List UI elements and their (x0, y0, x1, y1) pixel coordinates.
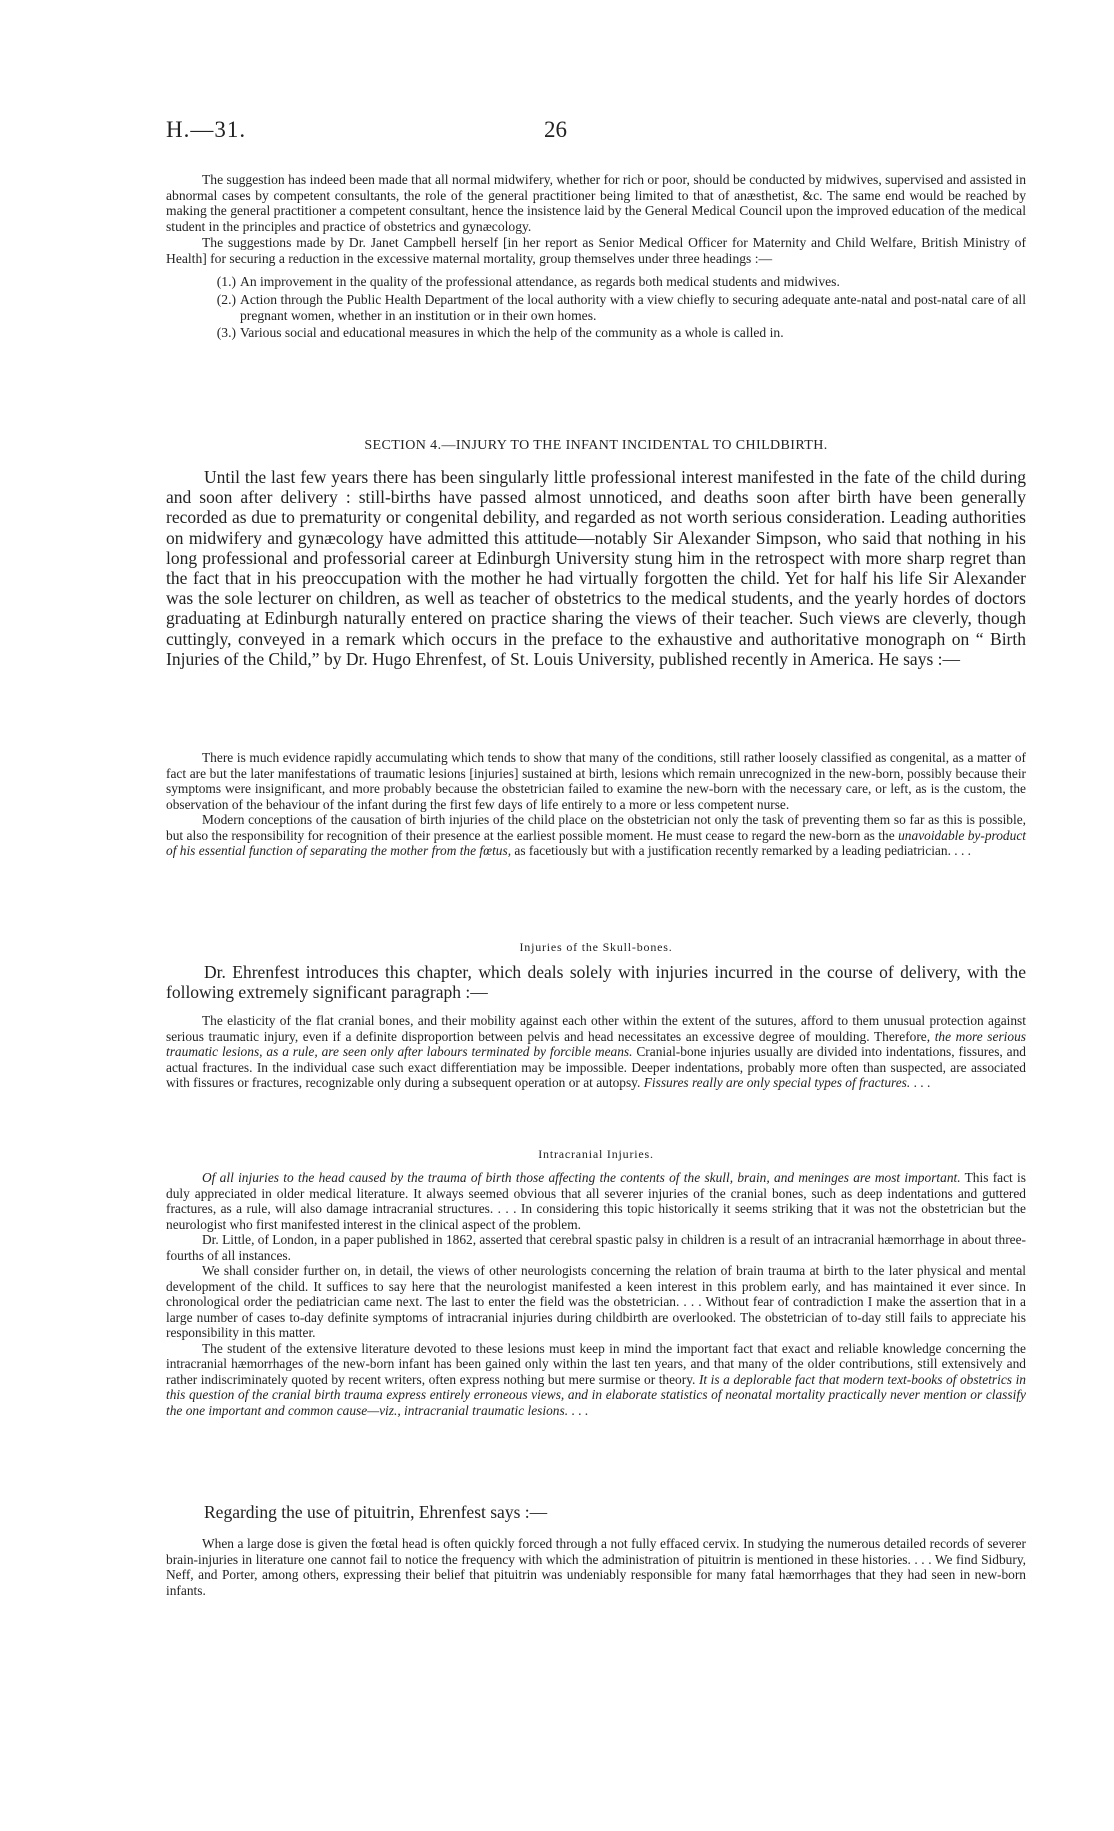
pituitrin-intro-block (166, 1502, 1026, 1522)
skull-heading-block (166, 940, 1026, 955)
intro-paragraph-1: The suggestion has indeed been made that all normal midwifery, whether for rich or poor, should be conducted by midwives, supervised and assisted in abnormal cases by competent consultants, the role of the general practitioner being limited to that of anæsthetist, &c. The same end would be reached by making the general practitioner a competent consultant, hence the insistence laid by the General Medical Council upon the improved education of the medical student in the principles and practice of obstetrics and gynæcology. (166, 172, 1026, 235)
intracranial-quote-block (166, 1170, 1026, 1418)
document-reference: H.—31. (166, 117, 247, 142)
list-item (166, 325, 1026, 341)
list-item (166, 292, 1026, 323)
list-item-text: An improvement in the quality of the professional attendance, as regards both medical students and midwives. (240, 274, 840, 290)
quote-text: The elasticity of the flat cranial bones, and their mobility against each other within the extent of the sutures, afford to them unusual protection against serious traumatic injury, even if a definite disproportion between pelvis and head necessitates an excessive degree of moulding. Therefore, (166, 1013, 1026, 1044)
list-item-number: (2.) (216, 291, 236, 307)
intro-block (166, 172, 1026, 343)
quote-text: . . . (568, 1402, 589, 1418)
section-4-body (166, 467, 1026, 669)
skull-injuries-heading: Injuries of the Skull-bones. (519, 940, 673, 954)
skull-quote-paragraph (166, 1013, 1026, 1091)
quote-italic-text: Of all injuries to the head caused by the trauma of birth those affecting the contents of the skull, brain, and meninges are most important. (202, 1170, 961, 1185)
quote-italic-text: Fissures really are only special types of fractures. (643, 1075, 911, 1090)
skull-intro-paragraph: Dr. Ehrenfest introduces this chapter, which deals solely with injuries incurred in the course of delivery, with the following extremely significant paragraph :— (166, 962, 1026, 1003)
list-item-text: Action through the Public Health Department of the local authority with a view chiefly to securing adequate ante-natal and post-natal care of all pregnant women, whether in an institution or in their own homes. (240, 291, 1026, 323)
quote-text: The student of the extensive literature devoted to these lesions must keep in mind the important fact that exact and reliable knowledge concerning the intracranial hæmorrhages of the new-born infant has been gained only within the last ten years, and that many of the older contributions, still extensively and rather indiscriminately quoted by recent writers, often express nothing but mere surmise or theory. (166, 1340, 1026, 1387)
list-item-text: Various social and educational measures in which the help of the community as a whole is called in. (240, 325, 784, 341)
section-4-heading: SECTION 4.—INJURY TO THE INFANT INCIDENTAL TO CHILDBIRTH. (364, 438, 828, 453)
pituitrin-quote-block (166, 1536, 1026, 1598)
ehrenfest-preface-quote (166, 750, 1026, 859)
quote-paragraph-1: There is much evidence rapidly accumulating which tends to show that many of the conditions, still rather loosely classified as congenital, as a matter of fact are but the later manifestations of traumatic lesions [injuries] sustained at birth, lesions which remain unrecognized in the new-born, possibly because their symptoms were insignificant, and more probably because the obstetrician failed to examine the new-born with the necessary care, or left, as is the custom, the observation of the behaviour of the infant during the first few days of life entirely to a more or less competent nurse. (166, 750, 1026, 812)
quote-text: Modern conceptions of the causation of birth injuries of the child place on the obstetrician not only the task of preventing them so far as this is possible, but also the responsibility for recognition of their presence at the earliest possible moment. He must cease to regard the new-born as the (166, 812, 1026, 843)
section-4-heading-block (166, 438, 1026, 454)
intracranial-paragraph-3: We shall consider further on, in detail, the views of other neurologists concerning the relation of brain trauma at birth to the later physical and mental development of the child. It suffices to say here that the neurologist manifested a keen interest in this problem early, and has maintained it ever since. In chronological order the pediatrician came next. The last to enter the field was the obstetrician. . . . Without fear of contradiction I make the assertion that in a large number of cases to-day definite symptoms of intracranial injuries during childbirth are overlooked. The obstetrician of to-day still fails to appreciate his responsibility in this matter. (166, 1263, 1026, 1340)
intro-paragraph-2: The suggestions made by Dr. Janet Campbell herself [in her report as Senior Medical Officer for Maternity and Child Welfare, British Ministry of Health] for securing a reduction in the excessive maternal mortality, group themselves under three headings :— (166, 234, 1026, 266)
intracranial-paragraph-1 (166, 1170, 1026, 1232)
skull-quote-block (166, 1013, 1026, 1091)
list-item-number: (3.) (216, 325, 236, 341)
list-item-number: (1.) (216, 274, 236, 290)
intracranial-paragraph-2: Dr. Little, of London, in a paper published in 1862, asserted that cerebral spastic palsy in children is a result of an intracranial hæmorrhage in about three-fourths of all instances. (166, 1232, 1027, 1263)
quote-text: . . . (910, 1075, 931, 1090)
quote-text: as facetiously but with a justification recently remarked by a leading pediatrician. . . . (511, 843, 972, 858)
skull-intro-block (166, 962, 1026, 1002)
quote-italic-text: the more serious traumatic lesions, as a rule, are seen only after labours terminated by forcible means. (166, 1028, 1026, 1059)
quote-text: This fact is duly appreciated in older medical literature. It always seemed obvious that all severer injuries of the cranial bones, such as deep indentations and guttered fractures, as a rule, will also damage intracranial structures. . . . In considering this topic historically it seems striking that it was not the obstetrician but the neurologist who first manifested interest in the clinical aspect of the problem. (166, 1170, 1026, 1232)
intracranial-injuries-heading: Intracranial Injuries. (538, 1147, 654, 1161)
quote-paragraph-2 (166, 812, 1026, 859)
quote-text: Cranial-bone injuries usually are divided into indentations, fissures, and actual fractures. In the individual case such exact differentiation may be impossible. Deeper indentations, probably more often than suspected, are associated with fissures or fractures, recognizable only during a subsequent operation or at autopsy. (166, 1044, 1026, 1090)
headings-list (166, 274, 1026, 341)
pituitrin-quote: When a large dose is given the fœtal head is often quickly forced through a not fully effaced cervix. In studying the numerous detailed records of severer brain-injuries in literature one cannot fail to notice the frequency with which the administration of pituitrin is mentioned in these histories. . . . We find Sidbury, Neff, and Porter, among others, expressing their belief that pituitrin was undeniably responsible for many fatal hæmorrhages that they had seen in new-born infants. (166, 1536, 1026, 1598)
intracranial-heading-block (166, 1147, 1026, 1162)
quote-italic-text: unavoidable by-product of his essential function of separating the mother from the fœtus, (166, 827, 1026, 858)
quote-italic-text: It is a deplorable fact that modern text-books of obstetrics in this question of the cranial birth trauma express entirely erroneous views, and in elaborate statistics of neonatal mortality practically never mention or classify the one important and common cause—viz., intracranial traumatic lesions. (166, 1371, 1026, 1418)
list-item (166, 274, 1026, 290)
page-number: 26 (544, 117, 567, 142)
section-4-paragraph: Until the last few years there has been singularly little professional interest manifested in the fate of the child during and soon after delivery : still-births have passed almost unnoticed, and deaths soon after birth have been generally recorded as due to prematurity or congenital debility, and regarded as not worth serious consideration. Leading authorities on midwifery and gynæcology have admitted this attitude—notably Sir Alexander Simpson, who said that nothing in his long professional and professorial career at Edinburgh University stung him in the retrospect with more sharp regret than the fact that in his preoccupation with the mother he had virtually forgotten the child. Yet for half his life Sir Alexander was the sole lecturer on children, as well as teacher of obstetrics to the medical students, and the yearly hordes of doctors graduating at Edinburgh naturally entered on practice sharing the views of their teacher. Such views are cleverly, though cuttingly, conveyed in a remark which occurs in the preface to the exhaustive and authoritative monograph on “ Birth Injuries of the Child,” by Dr. Hugo Ehrenfest, of St. Louis University, published recently in America. He says :— (166, 467, 1026, 669)
pituitrin-intro: Regarding the use of pituitrin, Ehrenfest says :— (204, 1502, 548, 1522)
intracranial-paragraph-4 (166, 1341, 1026, 1419)
